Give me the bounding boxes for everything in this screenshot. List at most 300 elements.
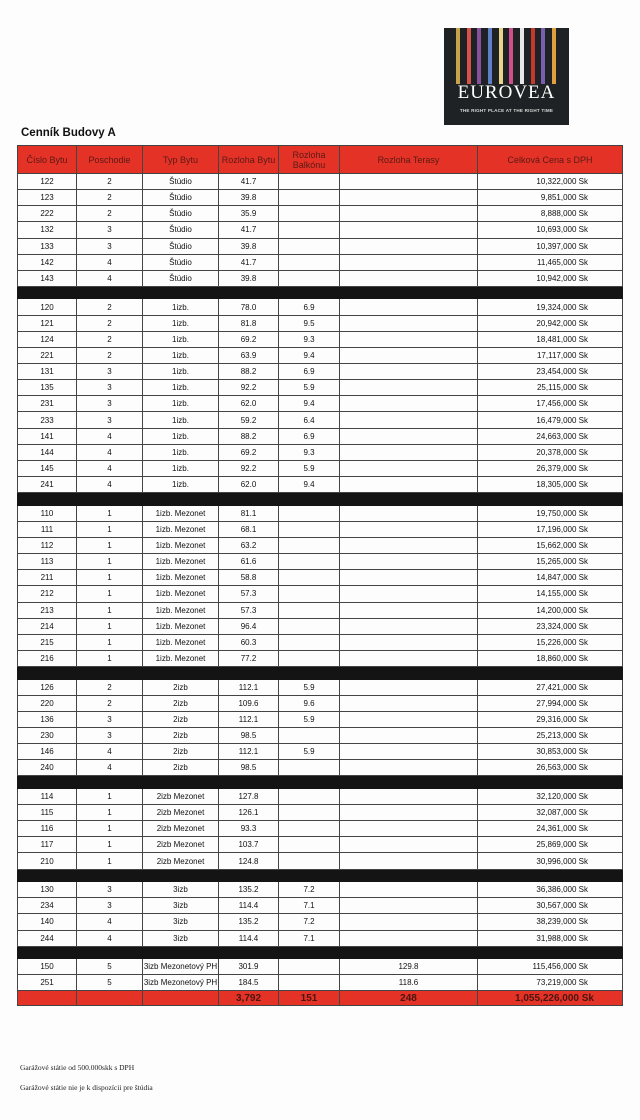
table-row <box>18 412 623 428</box>
cell-poschodie: 1 <box>77 554 143 570</box>
table-row <box>18 959 623 975</box>
header-typ-bytu: Typ Bytu <box>143 146 219 174</box>
cell-rozloha-terasy <box>340 222 478 238</box>
table-header-row <box>18 146 623 174</box>
cell-rozloha-terasy <box>340 930 478 946</box>
cell-rozloha-bytu: 103.7 <box>219 837 279 853</box>
header-rozloha-terasy: Rozloha Terasy <box>340 146 478 174</box>
cell-celkova-cena: 18,860,000 Sk <box>478 650 623 666</box>
table-row <box>18 396 623 412</box>
table-row <box>18 634 623 650</box>
cell-rozloha-terasy <box>340 206 478 222</box>
cell-cislo-bytu: 131 <box>18 364 77 380</box>
cell-cislo-bytu: 216 <box>18 650 77 666</box>
cell-rozloha-bytu: 81.8 <box>219 315 279 331</box>
cell-rozloha-balkonu: 9.5 <box>279 315 340 331</box>
cell-poschodie: 4 <box>77 460 143 476</box>
cell-rozloha-bytu: 98.5 <box>219 728 279 744</box>
cell-rozloha-balkonu: 9.6 <box>279 695 340 711</box>
table-row <box>18 238 623 254</box>
cell-celkova-cena: 8,888,000 Sk <box>478 206 623 222</box>
cell-poschodie: 2 <box>77 331 143 347</box>
table-row <box>18 331 623 347</box>
cell-poschodie: 3 <box>77 882 143 898</box>
cell-rozloha-bytu: 59.2 <box>219 412 279 428</box>
cell-rozloha-bytu: 62.0 <box>219 396 279 412</box>
cell-celkova-cena: 18,481,000 Sk <box>478 331 623 347</box>
cell-rozloha-bytu: 39.8 <box>219 190 279 206</box>
cell-typ-bytu: 3izb <box>143 930 219 946</box>
cell-rozloha-balkonu: 7.2 <box>279 914 340 930</box>
cell-celkova-cena: 30,853,000 Sk <box>478 744 623 760</box>
cell-typ-bytu: 2izb <box>143 679 219 695</box>
header-poschodie: Poschodie <box>77 146 143 174</box>
cell-typ-bytu: 2izb Mezonet <box>143 805 219 821</box>
cell-rozloha-balkonu: 7.1 <box>279 898 340 914</box>
cell-typ-bytu: Štúdio <box>143 238 219 254</box>
table-row <box>18 650 623 666</box>
cell-cislo-bytu: 231 <box>18 396 77 412</box>
table-body <box>18 174 623 1006</box>
cell-rozloha-terasy <box>340 837 478 853</box>
table-row <box>18 602 623 618</box>
cell-poschodie: 2 <box>77 315 143 331</box>
cell-celkova-cena: 20,378,000 Sk <box>478 444 623 460</box>
cell-typ-bytu: Štúdio <box>143 174 219 190</box>
cell-typ-bytu: 1izb. Mezonet <box>143 618 219 634</box>
table-row <box>18 190 623 206</box>
cell-rozloha-bytu: 57.3 <box>219 586 279 602</box>
cell-rozloha-terasy <box>340 821 478 837</box>
cell-celkova-cena: 32,087,000 Sk <box>478 805 623 821</box>
table-row <box>18 679 623 695</box>
cell-cislo-bytu: 222 <box>18 206 77 222</box>
cell-celkova-cena: 27,994,000 Sk <box>478 695 623 711</box>
total-rozloha-balkonu: 151 <box>279 991 340 1006</box>
cell-cislo-bytu: 211 <box>18 570 77 586</box>
cell-rozloha-terasy <box>340 570 478 586</box>
cell-celkova-cena: 36,386,000 Sk <box>478 882 623 898</box>
cell-cislo-bytu: 244 <box>18 930 77 946</box>
cell-rozloha-terasy <box>340 634 478 650</box>
cell-rozloha-bytu: 69.2 <box>219 444 279 460</box>
cell-rozloha-terasy: 118.6 <box>340 975 478 991</box>
logo-stripe <box>541 28 545 84</box>
table-row <box>18 744 623 760</box>
cell-cislo-bytu: 143 <box>18 270 77 286</box>
cell-poschodie: 1 <box>77 788 143 804</box>
table-row <box>18 788 623 804</box>
cell-poschodie: 4 <box>77 744 143 760</box>
cell-poschodie: 1 <box>77 521 143 537</box>
cell-cislo-bytu: 130 <box>18 882 77 898</box>
cell-rozloha-balkonu <box>279 505 340 521</box>
cell-rozloha-balkonu <box>279 570 340 586</box>
cell-rozloha-bytu: 135.2 <box>219 914 279 930</box>
cell-rozloha-balkonu <box>279 554 340 570</box>
total-cislo-bytu <box>18 991 77 1006</box>
cell-typ-bytu: Štúdio <box>143 254 219 270</box>
cell-typ-bytu: 1izb. <box>143 380 219 396</box>
cell-rozloha-balkonu: 5.9 <box>279 380 340 396</box>
table-row <box>18 444 623 460</box>
cell-rozloha-terasy <box>340 679 478 695</box>
cell-rozloha-bytu: 124.8 <box>219 853 279 869</box>
cell-rozloha-bytu: 41.7 <box>219 254 279 270</box>
cell-cislo-bytu: 135 <box>18 380 77 396</box>
table-row <box>18 914 623 930</box>
cell-typ-bytu: 1izb. Mezonet <box>143 650 219 666</box>
cell-typ-bytu: 2izb Mezonet <box>143 853 219 869</box>
table-row <box>18 554 623 570</box>
table-row <box>18 254 623 270</box>
cell-rozloha-balkonu: 6.9 <box>279 364 340 380</box>
cell-typ-bytu: 1izb. <box>143 460 219 476</box>
note-garage-studio: Garážové státie nie je k dispozícii pre štúdia <box>20 1083 153 1092</box>
cell-typ-bytu: 1izb. <box>143 331 219 347</box>
cell-celkova-cena: 25,869,000 Sk <box>478 837 623 853</box>
table-row <box>18 821 623 837</box>
cell-rozloha-bytu: 41.7 <box>219 174 279 190</box>
table-row <box>18 222 623 238</box>
eurovea-logo <box>444 28 569 125</box>
table-row <box>18 206 623 222</box>
cell-typ-bytu: 1izb. Mezonet <box>143 570 219 586</box>
cell-rozloha-terasy <box>340 521 478 537</box>
cell-typ-bytu: 1izb. <box>143 364 219 380</box>
cell-celkova-cena: 24,361,000 Sk <box>478 821 623 837</box>
group-separator <box>18 776 623 789</box>
cell-typ-bytu: 1izb. Mezonet <box>143 505 219 521</box>
cell-rozloha-balkonu <box>279 975 340 991</box>
total-rozloha-terasy: 248 <box>340 991 478 1006</box>
cell-rozloha-terasy <box>340 460 478 476</box>
total-typ-bytu <box>143 991 219 1006</box>
cell-rozloha-terasy <box>340 537 478 553</box>
cell-poschodie: 2 <box>77 347 143 363</box>
logo-tagline: THE RIGHT PLACE AT THE RIGHT TIME <box>459 108 554 113</box>
table-row <box>18 299 623 315</box>
table-row <box>18 570 623 586</box>
cell-rozloha-terasy <box>340 331 478 347</box>
cell-rozloha-bytu: 62.0 <box>219 477 279 493</box>
header-rozloha-balkonu: Rozloha Balkónu <box>279 146 340 174</box>
cell-cislo-bytu: 113 <box>18 554 77 570</box>
cell-celkova-cena: 23,454,000 Sk <box>478 364 623 380</box>
logo-stripe <box>488 28 492 84</box>
logo-stripe <box>499 28 503 84</box>
cell-rozloha-bytu: 61.6 <box>219 554 279 570</box>
cell-rozloha-balkonu <box>279 238 340 254</box>
logo-stripes <box>456 28 556 84</box>
cell-rozloha-terasy <box>340 695 478 711</box>
cell-typ-bytu: Štúdio <box>143 190 219 206</box>
table-row <box>18 695 623 711</box>
table-row <box>18 428 623 444</box>
cell-rozloha-balkonu <box>279 190 340 206</box>
cell-rozloha-terasy <box>340 396 478 412</box>
cell-poschodie: 1 <box>77 505 143 521</box>
table-row <box>18 315 623 331</box>
cell-rozloha-balkonu: 6.9 <box>279 299 340 315</box>
cell-celkova-cena: 30,996,000 Sk <box>478 853 623 869</box>
cell-celkova-cena: 14,155,000 Sk <box>478 586 623 602</box>
cell-rozloha-bytu: 57.3 <box>219 602 279 618</box>
price-table <box>17 145 623 1006</box>
cell-celkova-cena: 24,663,000 Sk <box>478 428 623 444</box>
cell-rozloha-balkonu: 9.4 <box>279 347 340 363</box>
cell-poschodie: 4 <box>77 477 143 493</box>
cell-poschodie: 4 <box>77 760 143 776</box>
cell-rozloha-balkonu: 5.9 <box>279 679 340 695</box>
cell-typ-bytu: 1izb. Mezonet <box>143 602 219 618</box>
cell-rozloha-balkonu: 6.4 <box>279 412 340 428</box>
cell-typ-bytu: 2izb Mezonet <box>143 788 219 804</box>
cell-rozloha-balkonu <box>279 174 340 190</box>
cell-poschodie: 3 <box>77 238 143 254</box>
cell-rozloha-terasy <box>340 586 478 602</box>
table-row <box>18 975 623 991</box>
cell-rozloha-bytu: 35.9 <box>219 206 279 222</box>
group-separator <box>18 493 623 506</box>
cell-rozloha-bytu: 112.1 <box>219 744 279 760</box>
total-poschodie <box>77 991 143 1006</box>
cell-typ-bytu: 2izb <box>143 711 219 727</box>
cell-cislo-bytu: 234 <box>18 898 77 914</box>
cell-celkova-cena: 10,942,000 Sk <box>478 270 623 286</box>
cell-rozloha-balkonu <box>279 805 340 821</box>
cell-rozloha-bytu: 92.2 <box>219 460 279 476</box>
cell-rozloha-balkonu <box>279 853 340 869</box>
cell-celkova-cena: 38,239,000 Sk <box>478 914 623 930</box>
cell-celkova-cena: 16,479,000 Sk <box>478 412 623 428</box>
cell-cislo-bytu: 136 <box>18 711 77 727</box>
cell-celkova-cena: 14,200,000 Sk <box>478 602 623 618</box>
cell-typ-bytu: 1izb. <box>143 315 219 331</box>
cell-poschodie: 1 <box>77 853 143 869</box>
cell-rozloha-bytu: 41.7 <box>219 222 279 238</box>
cell-rozloha-terasy <box>340 428 478 444</box>
table-row <box>18 586 623 602</box>
cell-rozloha-balkonu <box>279 728 340 744</box>
cell-rozloha-terasy <box>340 505 478 521</box>
cell-rozloha-balkonu: 5.9 <box>279 711 340 727</box>
cell-rozloha-bytu: 81.1 <box>219 505 279 521</box>
cell-rozloha-balkonu <box>279 521 340 537</box>
cell-rozloha-bytu: 112.1 <box>219 679 279 695</box>
group-separator <box>18 286 623 299</box>
cell-rozloha-bytu: 69.2 <box>219 331 279 347</box>
cell-poschodie: 2 <box>77 299 143 315</box>
cell-cislo-bytu: 121 <box>18 315 77 331</box>
logo-stripe <box>509 28 513 84</box>
cell-rozloha-bytu: 93.3 <box>219 821 279 837</box>
cell-poschodie: 1 <box>77 634 143 650</box>
cell-celkova-cena: 115,456,000 Sk <box>478 959 623 975</box>
cell-poschodie: 4 <box>77 428 143 444</box>
cell-rozloha-balkonu: 7.2 <box>279 882 340 898</box>
cell-rozloha-terasy <box>340 788 478 804</box>
cell-typ-bytu: 2izb <box>143 695 219 711</box>
cell-typ-bytu: 1izb. <box>143 396 219 412</box>
cell-cislo-bytu: 133 <box>18 238 77 254</box>
table-row <box>18 618 623 634</box>
cell-rozloha-bytu: 96.4 <box>219 618 279 634</box>
cell-poschodie: 1 <box>77 650 143 666</box>
cell-rozloha-terasy <box>340 805 478 821</box>
cell-celkova-cena: 10,322,000 Sk <box>478 174 623 190</box>
cell-cislo-bytu: 145 <box>18 460 77 476</box>
cell-cislo-bytu: 233 <box>18 412 77 428</box>
cell-cislo-bytu: 220 <box>18 695 77 711</box>
cell-rozloha-terasy <box>340 914 478 930</box>
logo-stripe <box>456 28 460 84</box>
cell-rozloha-terasy <box>340 618 478 634</box>
table-row <box>18 505 623 521</box>
cell-cislo-bytu: 124 <box>18 331 77 347</box>
cell-typ-bytu: 1izb. Mezonet <box>143 521 219 537</box>
cell-typ-bytu: 1izb. Mezonet <box>143 537 219 553</box>
cell-typ-bytu: 1izb. <box>143 428 219 444</box>
cell-rozloha-bytu: 112.1 <box>219 711 279 727</box>
cell-poschodie: 2 <box>77 190 143 206</box>
cell-rozloha-terasy <box>340 380 478 396</box>
group-separator <box>18 946 623 959</box>
cell-rozloha-balkonu: 6.9 <box>279 428 340 444</box>
cell-cislo-bytu: 144 <box>18 444 77 460</box>
cell-typ-bytu: 2izb <box>143 760 219 776</box>
cell-celkova-cena: 18,305,000 Sk <box>478 477 623 493</box>
cell-cislo-bytu: 221 <box>18 347 77 363</box>
cell-poschodie: 4 <box>77 444 143 460</box>
table-row <box>18 805 623 821</box>
cell-rozloha-terasy <box>340 602 478 618</box>
table-row <box>18 477 623 493</box>
cell-rozloha-terasy <box>340 412 478 428</box>
cell-typ-bytu: 3izb Mezonetový PH <box>143 975 219 991</box>
cell-rozloha-balkonu <box>279 254 340 270</box>
cell-celkova-cena: 25,213,000 Sk <box>478 728 623 744</box>
table-row <box>18 898 623 914</box>
cell-rozloha-balkonu <box>279 821 340 837</box>
table-row <box>18 728 623 744</box>
cell-rozloha-terasy <box>340 238 478 254</box>
cell-poschodie: 3 <box>77 728 143 744</box>
cell-rozloha-bytu: 114.4 <box>219 930 279 946</box>
cell-typ-bytu: Štúdio <box>143 206 219 222</box>
cell-celkova-cena: 19,750,000 Sk <box>478 505 623 521</box>
cell-typ-bytu: 1izb. <box>143 444 219 460</box>
table-row <box>18 760 623 776</box>
table-row <box>18 347 623 363</box>
cell-celkova-cena: 11,465,000 Sk <box>478 254 623 270</box>
cell-rozloha-bytu: 126.1 <box>219 805 279 821</box>
cell-typ-bytu: 1izb. <box>143 299 219 315</box>
cell-rozloha-terasy <box>340 554 478 570</box>
cell-typ-bytu: 3izb <box>143 882 219 898</box>
table-row <box>18 380 623 396</box>
cell-poschodie: 3 <box>77 711 143 727</box>
cell-celkova-cena: 10,397,000 Sk <box>478 238 623 254</box>
cell-rozloha-bytu: 88.2 <box>219 428 279 444</box>
logo-stripe <box>531 28 535 84</box>
cell-cislo-bytu: 122 <box>18 174 77 190</box>
cell-poschodie: 2 <box>77 174 143 190</box>
cell-celkova-cena: 19,324,000 Sk <box>478 299 623 315</box>
cell-poschodie: 3 <box>77 412 143 428</box>
cell-poschodie: 3 <box>77 222 143 238</box>
cell-cislo-bytu: 214 <box>18 618 77 634</box>
cell-celkova-cena: 73,219,000 Sk <box>478 975 623 991</box>
cell-cislo-bytu: 117 <box>18 837 77 853</box>
cell-rozloha-terasy <box>340 650 478 666</box>
cell-rozloha-balkonu <box>279 537 340 553</box>
cell-cislo-bytu: 111 <box>18 521 77 537</box>
cell-rozloha-terasy <box>340 744 478 760</box>
cell-rozloha-terasy: 129.8 <box>340 959 478 975</box>
cell-rozloha-balkonu: 5.9 <box>279 744 340 760</box>
cell-rozloha-bytu: 63.9 <box>219 347 279 363</box>
cell-poschodie: 3 <box>77 898 143 914</box>
cell-poschodie: 1 <box>77 805 143 821</box>
page-title: Cenník Budovy A <box>21 127 116 139</box>
cell-poschodie: 5 <box>77 975 143 991</box>
cell-typ-bytu: 1izb. Mezonet <box>143 554 219 570</box>
cell-poschodie: 2 <box>77 695 143 711</box>
cell-rozloha-balkonu <box>279 650 340 666</box>
cell-rozloha-bytu: 135.2 <box>219 882 279 898</box>
cell-typ-bytu: 1izb. Mezonet <box>143 586 219 602</box>
cell-rozloha-terasy <box>340 760 478 776</box>
cell-rozloha-bytu: 63.2 <box>219 537 279 553</box>
cell-poschodie: 5 <box>77 959 143 975</box>
table-row <box>18 364 623 380</box>
cell-poschodie: 4 <box>77 270 143 286</box>
cell-poschodie: 1 <box>77 586 143 602</box>
cell-cislo-bytu: 251 <box>18 975 77 991</box>
cell-celkova-cena: 9,851,000 Sk <box>478 190 623 206</box>
cell-rozloha-balkonu: 9.4 <box>279 396 340 412</box>
table-row <box>18 460 623 476</box>
cell-typ-bytu: 1izb. <box>143 412 219 428</box>
cell-cislo-bytu: 142 <box>18 254 77 270</box>
cell-rozloha-terasy <box>340 898 478 914</box>
cell-cislo-bytu: 240 <box>18 760 77 776</box>
cell-poschodie: 3 <box>77 396 143 412</box>
cell-celkova-cena: 15,226,000 Sk <box>478 634 623 650</box>
cell-celkova-cena: 15,662,000 Sk <box>478 537 623 553</box>
table-row <box>18 930 623 946</box>
cell-cislo-bytu: 114 <box>18 788 77 804</box>
cell-cislo-bytu: 132 <box>18 222 77 238</box>
cell-rozloha-balkonu <box>279 788 340 804</box>
table-row <box>18 537 623 553</box>
total-celkova-cena: 1,055,226,000 Sk <box>478 991 623 1006</box>
cell-cislo-bytu: 141 <box>18 428 77 444</box>
cell-typ-bytu: 2izb <box>143 728 219 744</box>
cell-poschodie: 1 <box>77 537 143 553</box>
cell-cislo-bytu: 230 <box>18 728 77 744</box>
logo-stripe <box>477 28 481 84</box>
table-row <box>18 521 623 537</box>
cell-cislo-bytu: 150 <box>18 959 77 975</box>
cell-rozloha-bytu: 39.8 <box>219 238 279 254</box>
cell-rozloha-balkonu <box>279 222 340 238</box>
table-row <box>18 837 623 853</box>
cell-celkova-cena: 27,421,000 Sk <box>478 679 623 695</box>
cell-rozloha-terasy <box>340 728 478 744</box>
cell-rozloha-bytu: 301.9 <box>219 959 279 975</box>
